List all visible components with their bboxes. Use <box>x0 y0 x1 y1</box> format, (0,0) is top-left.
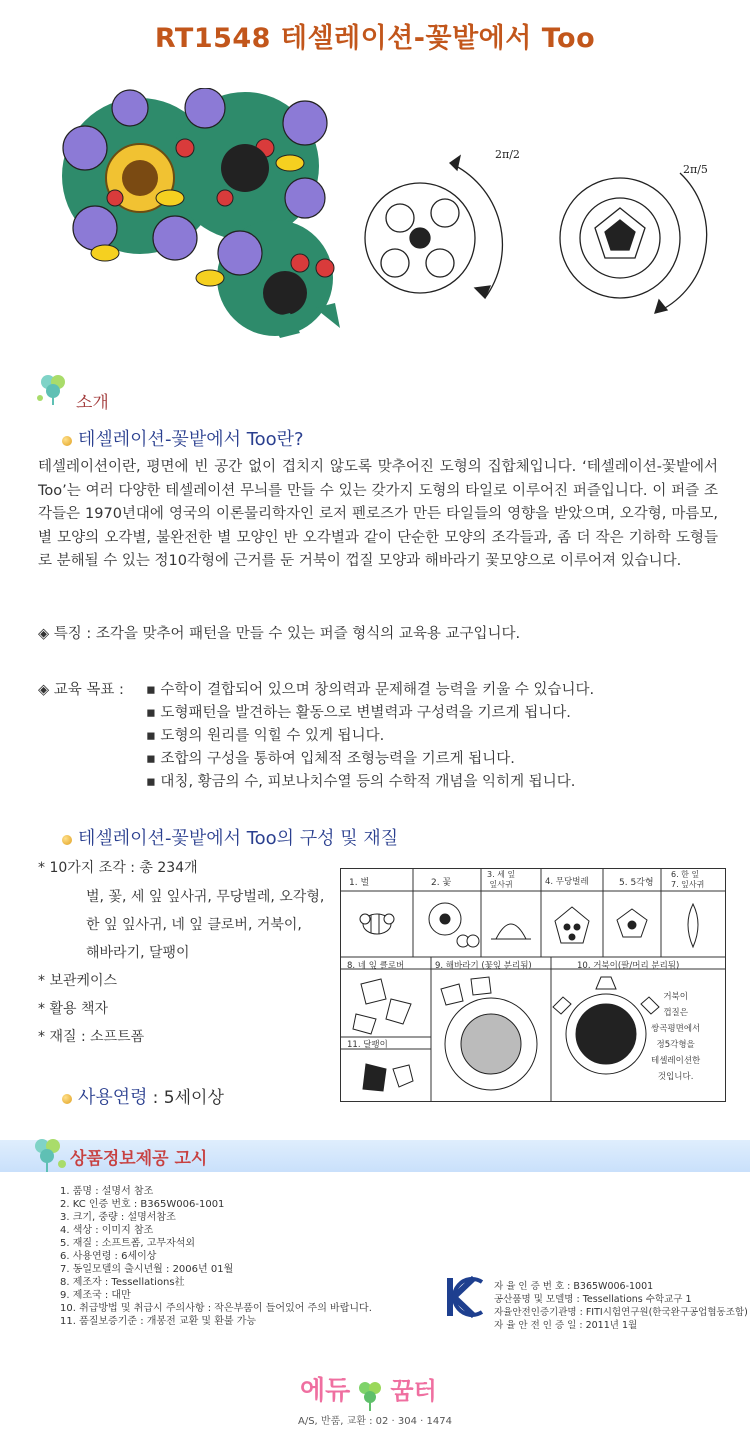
bee-piece <box>360 914 394 934</box>
turtle-note: 거북이 껍질은 쌍곡평면에서 정5각형을 테셀레이션한 것입니다. <box>651 992 701 1082</box>
kc-line: 자 율 인 증 번 호 : B365W006-1001 <box>494 1281 654 1292</box>
piece-label: 6. 한 잎 7. 잎사귀 <box>671 870 705 889</box>
piece-label: 10. 거북이(팔/머리 분리됨) <box>577 961 680 971</box>
goal-item: ▪ 조합의 구성을 통하여 입체적 조형능력을 기르게 됩니다. <box>146 751 515 767</box>
intro-paragraph: 테셀레이션이란, 평면에 빈 공간 없이 겹치지 않도록 맞추어진 도형의 집합체입니다. ‘테셀레이션-꽃밭에서Too’는 여러 다양한 테셀레이션 무늬를 만들 수 있는 갖가지 도형의 타일로 이루어진 퍼즐입니다. 이 퍼즐 조각들은 1970년대에 영국의 이론물리학자인 로저 펜로즈가 만든 타일들의 영향을 받았으며, 오각형, 마름모, 별 모양의 오각별, 불완전한 별 모양인 반 오각별과 같이 단순한 모양의 조각들과, 좀 더 작은 기하학 도형들로 분해될 수 있는 정10각형에 근거를 둔 거북이 껍질 모양과 해바라기 꽃모양으로 이루어져 있습니다. <box>38 459 718 569</box>
three-leaf-piece <box>491 924 531 939</box>
turtle-piece <box>553 977 659 1074</box>
piece-label: 1. 벌 <box>349 878 370 888</box>
composition-item: 벌, 꽃, 세 잎 잎사귀, 무당벌레, 오각형, <box>86 889 325 905</box>
intro-subheading: 테셀레이션-꽃밭에서 Too란? <box>78 429 304 450</box>
bullet-icon <box>62 835 72 845</box>
goal-item: ▪ 도형의 원리를 익힐 수 있게 됩니다. <box>146 728 385 744</box>
ladybug-piece <box>555 907 589 943</box>
bullet-icon <box>62 1094 72 1104</box>
label-2pi-5: 2π/5 <box>683 163 708 176</box>
notice-line: 9. 제조국 : 대만 <box>60 1290 131 1301</box>
goal-item: ▪ 수학이 결합되어 있으며 창의력과 문제해결 능력을 키울 수 있습니다. <box>146 682 595 698</box>
notice-line: 1. 품명 : 설명서 참조 <box>60 1186 154 1197</box>
piece-label: 5. 5각형 <box>619 878 654 888</box>
goal-item: ▪ 대칭, 황금의 수, 피보나치수열 등의 수학적 개념을 익히게 됩니다. <box>146 774 576 790</box>
notice-line: 4. 색상 : 이미지 참조 <box>60 1225 154 1236</box>
bullet-icon <box>62 436 72 446</box>
kc-mark-icon <box>444 1274 486 1320</box>
logo-text-right: 꿈터 <box>390 1377 437 1405</box>
feature-line: ◈ 특징 : 조각을 맞추어 패턴을 만들 수 있는 퍼즐 형식의 교육용 교구입니다. <box>38 626 521 642</box>
snail-piece <box>363 1064 413 1091</box>
logo-text-left: 에듀 <box>300 1376 351 1406</box>
kc-line: 자 율 안 전 인 증 일 : 2011년 1월 <box>494 1320 638 1331</box>
kc-line: 자율안전인증기관명 : FITI시험연구원(한국완구공업협동조합) <box>494 1307 748 1318</box>
page-title: RT1548 테셀레이션-꽃밭에서 Too <box>154 23 596 54</box>
clover-logo-icon <box>355 1378 385 1412</box>
piece-label: 2. 꽃 <box>431 878 452 888</box>
notice-line: 7. 동일모델의 출시년월 : 2006년 01월 <box>60 1264 234 1275</box>
rotation-sketch-left <box>365 156 502 298</box>
notice-title: 상품정보제공 고시 <box>70 1149 208 1169</box>
composition-heading: 테셀레이션-꽃밭에서 Too의 구성 및 재질 <box>78 828 399 849</box>
age-value: : 5세이상 <box>152 1088 224 1108</box>
piece-label: 4. 무당벌레 <box>545 877 589 887</box>
notice-line: 3. 크기, 중량 : 설명서참조 <box>60 1212 176 1223</box>
kc-line: 공산품명 및 모델명 : Tessellations 수학교구 1 <box>494 1294 692 1305</box>
intro-heading: 소개 <box>76 393 109 413</box>
piece-label: 3. 세 잎 잎사귀 <box>487 870 516 889</box>
notice-line: 11. 품질보증기준 : 개봉전 교환 및 환불 가능 <box>60 1316 257 1327</box>
hero-illustration <box>55 88 725 338</box>
notice-line: 6. 사용연령 : 6세이상 <box>60 1251 157 1262</box>
composition-item: * 10가지 조각 : 총 234개 <box>38 860 198 876</box>
clover-piece <box>353 979 411 1034</box>
notice-line: 10. 취급방법 및 취급시 주의사항 : 작은부품이 들어있어 주의 바랍니다. <box>60 1303 372 1314</box>
age-label: 사용연령 <box>78 1087 148 1108</box>
composition-item: * 활용 책자 <box>38 1001 108 1017</box>
flower-tessellation-image <box>62 88 340 338</box>
goals-label: ◈ 교육 목표 : <box>38 682 124 698</box>
as-contact: A/S, 반품, 교환 : 02 · 304 · 1474 <box>298 1416 452 1427</box>
composition-item: * 보관케이스 <box>38 973 118 989</box>
composition-item: 해바라기, 달팽이 <box>86 945 190 961</box>
notice-line: 8. 제조자 : Tessellations社 <box>60 1277 185 1288</box>
label-2pi-2: 2π/2 <box>495 148 520 161</box>
pentagon-piece <box>617 909 647 937</box>
clover-icon <box>34 372 74 406</box>
flower-piece <box>429 903 479 947</box>
notice-line: 5. 재질 : 소프트폼, 고무자석외 <box>60 1238 196 1249</box>
composition-item: 한 잎 잎사귀, 네 잎 클로버, 거북이, <box>86 917 302 933</box>
piece-label: 9. 해바라기 (꽃잎 분리됨) <box>435 961 532 971</box>
sunflower-piece <box>441 977 537 1090</box>
clover-icon <box>28 1134 70 1174</box>
piece-label: 8. 네 잎 클로버 <box>347 961 405 971</box>
goal-item: ▪ 도형패턴을 발견하는 활동으로 변별력과 구성력을 기르게 됩니다. <box>146 705 571 721</box>
leaf-piece <box>688 904 698 947</box>
rotation-sketch-right <box>560 173 707 313</box>
pieces-diagram <box>340 868 726 1102</box>
notice-line: 2. KC 인증 번호 : B365W006-1001 <box>60 1199 225 1210</box>
piece-label: 11. 달팽이 <box>347 1040 388 1050</box>
brand-logo <box>300 1370 460 1410</box>
composition-item: * 재질 : 소프트폼 <box>38 1029 145 1045</box>
